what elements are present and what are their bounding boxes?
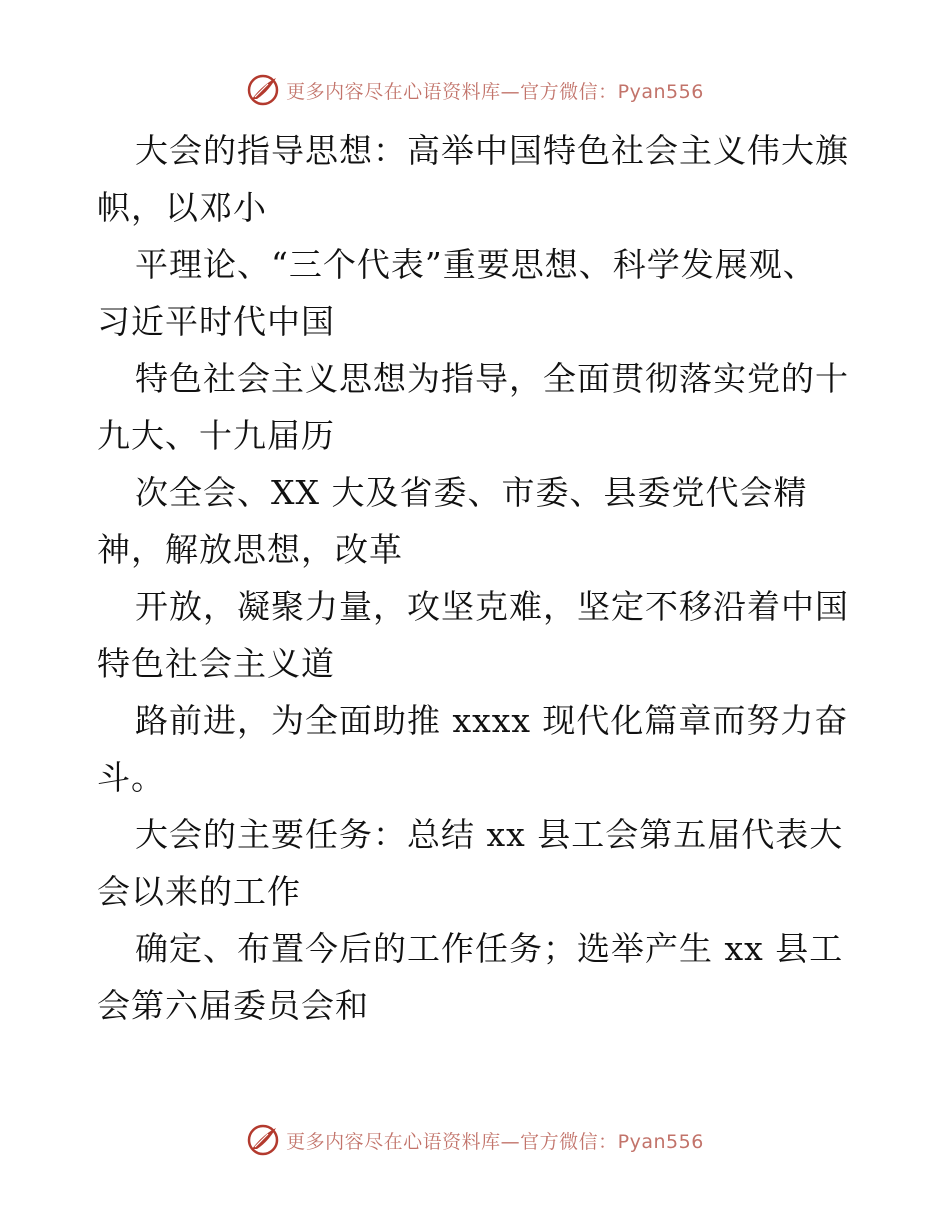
paragraph-line: 大会的主要任务：总结 xx 县工会第五届代表大 [135, 815, 844, 854]
paragraph-line: 斗。 [97, 758, 165, 797]
paragraph [97, 122, 857, 236]
paragraph-line: 九大、十九届历 [97, 416, 335, 455]
paragraph-line: 大会的指导思想：高举中国特色社会主义伟大旗 [135, 131, 849, 170]
paragraph-line: 确定、布置今后的工作任务；选举产生 xx 县工 [135, 929, 844, 968]
paragraph [97, 236, 857, 350]
header-banner-text: 更多内容尽在心语资料库—官方微信：Pyan556 [286, 80, 704, 103]
paragraph-line: 特色社会主义思想为指导，全面贯彻落实党的十 [135, 359, 849, 398]
paragraph-line: 开放，凝聚力量，攻坚克难，坚定不移沿着中国 [135, 587, 849, 626]
paragraph [97, 806, 857, 920]
footer-banner [0, 1120, 950, 1160]
paragraph [97, 464, 857, 578]
quill-logo-icon [246, 1123, 280, 1157]
paragraph [97, 350, 857, 464]
footer-banner-text: 更多内容尽在心语资料库—官方微信：Pyan556 [286, 1130, 704, 1153]
quill-logo-icon [246, 73, 280, 107]
paragraph-line: 神，解放思想，改革 [97, 530, 403, 569]
paragraph-line: 帜，以邓小 [97, 188, 267, 227]
paragraph-line: 路前进，为全面助推 xxxx 现代化篇章而努力奋 [135, 701, 849, 740]
header-banner [0, 70, 950, 110]
paragraph [97, 692, 857, 806]
paragraph-line: 次全会、XX 大及省委、市委、县委党代会精 [135, 473, 808, 512]
paragraph [97, 578, 857, 692]
paragraph-line: 平理论、“三个代表”重要思想、科学发展观、 [135, 245, 817, 284]
paragraph-line: 习近平时代中国 [97, 302, 335, 341]
document-body [97, 122, 857, 1034]
paragraph-line: 会第六届委员会和 [97, 986, 369, 1025]
paragraph-line: 特色社会主义道 [97, 644, 335, 683]
paragraph-line: 会以来的工作 [97, 872, 301, 911]
paragraph [97, 920, 857, 1034]
